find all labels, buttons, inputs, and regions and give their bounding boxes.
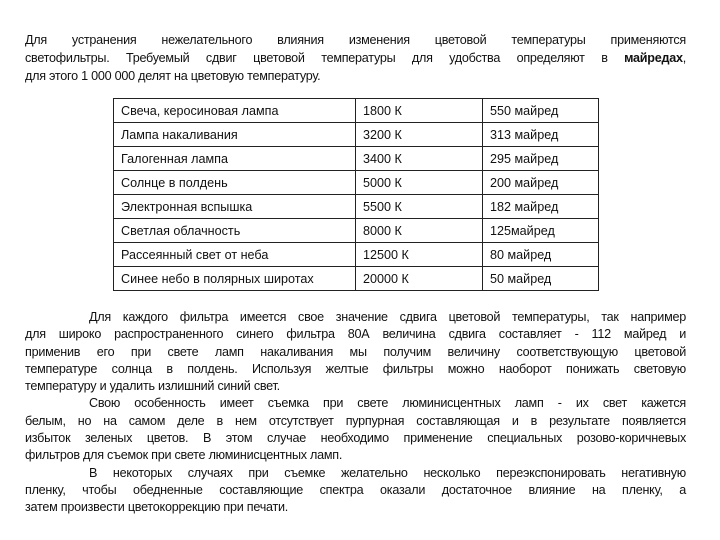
body-line: фильтров для съемок при свете люминисцентных ламп. [25, 448, 343, 463]
table-row [114, 99, 599, 123]
body-line: температуре солнца в полдень. Используя желтые фильтры можно наоборот понижать световую [25, 361, 686, 376]
table-row [114, 195, 599, 219]
mired-cell: 313 майред [483, 123, 599, 147]
source-cell: Свеча, керосиновая лампа [114, 99, 356, 123]
color-temperature-table [113, 98, 599, 291]
source-cell: Электронная вспышка [114, 195, 356, 219]
table-row [114, 147, 599, 171]
body-text [25, 309, 686, 517]
source-cell: Галогенная лампа [114, 147, 356, 171]
table-row [114, 171, 599, 195]
body-line: пленку, чтобы обедненные составляющие спектра оказали достаточное влияние на пленку, а [25, 482, 686, 497]
temperature-cell: 5000 К [356, 171, 483, 195]
intro-punct: , [682, 51, 686, 65]
intro-line: для этого 1 000 000 делят на цветовую температуру. [25, 69, 321, 83]
mired-cell: 550 майред [483, 99, 599, 123]
body-line: Свою особенность имеет съемка при свете люминисцентных ламп - их свет кажется [89, 396, 686, 411]
temperature-cell: 8000 К [356, 219, 483, 243]
body-line: избыток зеленых цветов. В этом случае необходимо применение специальных розово-коричневых [25, 431, 686, 446]
body-line: для широко распространенного синего фильтра 80А величина сдвига составляет - 112 майред и [25, 327, 686, 342]
table-row [114, 267, 599, 291]
mired-cell: 50 майред [483, 267, 599, 291]
temperature-cell: 3400 К [356, 147, 483, 171]
body-line: В некоторых случаях при съемке желательно несколько переэкспонировать негативную [89, 465, 686, 480]
temperature-cell: 20000 К [356, 267, 483, 291]
intro-text: светофильтры. Требуемый сдвиг цветовой температуры для удобства определяют в [25, 51, 625, 65]
source-cell: Рассеянный свет от неба [114, 243, 356, 267]
mired-cell: 125майред [483, 219, 599, 243]
temperature-cell: 1800 К [356, 99, 483, 123]
source-cell: Солнце в полдень [114, 171, 356, 195]
body-line: применив его при свете ламп накаливания мы получим величину соответствующую цветовой [25, 344, 686, 359]
source-cell: Синее небо в полярных широтах [114, 267, 356, 291]
table-row [114, 123, 599, 147]
source-cell: Лампа накаливания [114, 123, 356, 147]
mired-term: майредах [624, 51, 683, 65]
temperature-cell: 3200 К [356, 123, 483, 147]
body-line: Для каждого фильтра имеется свое значение сдвига цветовой температуры, так например [89, 310, 686, 324]
mired-cell: 80 майред [483, 243, 599, 267]
mired-cell: 200 майред [483, 171, 599, 195]
table-row [114, 243, 599, 267]
temperature-cell: 5500 К [356, 195, 483, 219]
intro-paragraph [25, 31, 686, 85]
temperature-cell: 12500 К [356, 243, 483, 267]
body-line: затем произвести цветокоррекцию при печати. [25, 500, 289, 515]
body-line: белым, но на самом деле в нем отсутствует пурпурная составляющая и в результате появляется [25, 413, 686, 428]
table-row [114, 219, 599, 243]
intro-line [25, 49, 686, 67]
body-line: температуру и удалить излишний синий свет. [25, 379, 280, 394]
source-cell: Светлая облачность [114, 219, 356, 243]
mired-cell: 182 майред [483, 195, 599, 219]
intro-line: Для устранения нежелательного влияния изменения цветовой температуры применяются [25, 33, 686, 47]
mired-cell: 295 майред [483, 147, 599, 171]
